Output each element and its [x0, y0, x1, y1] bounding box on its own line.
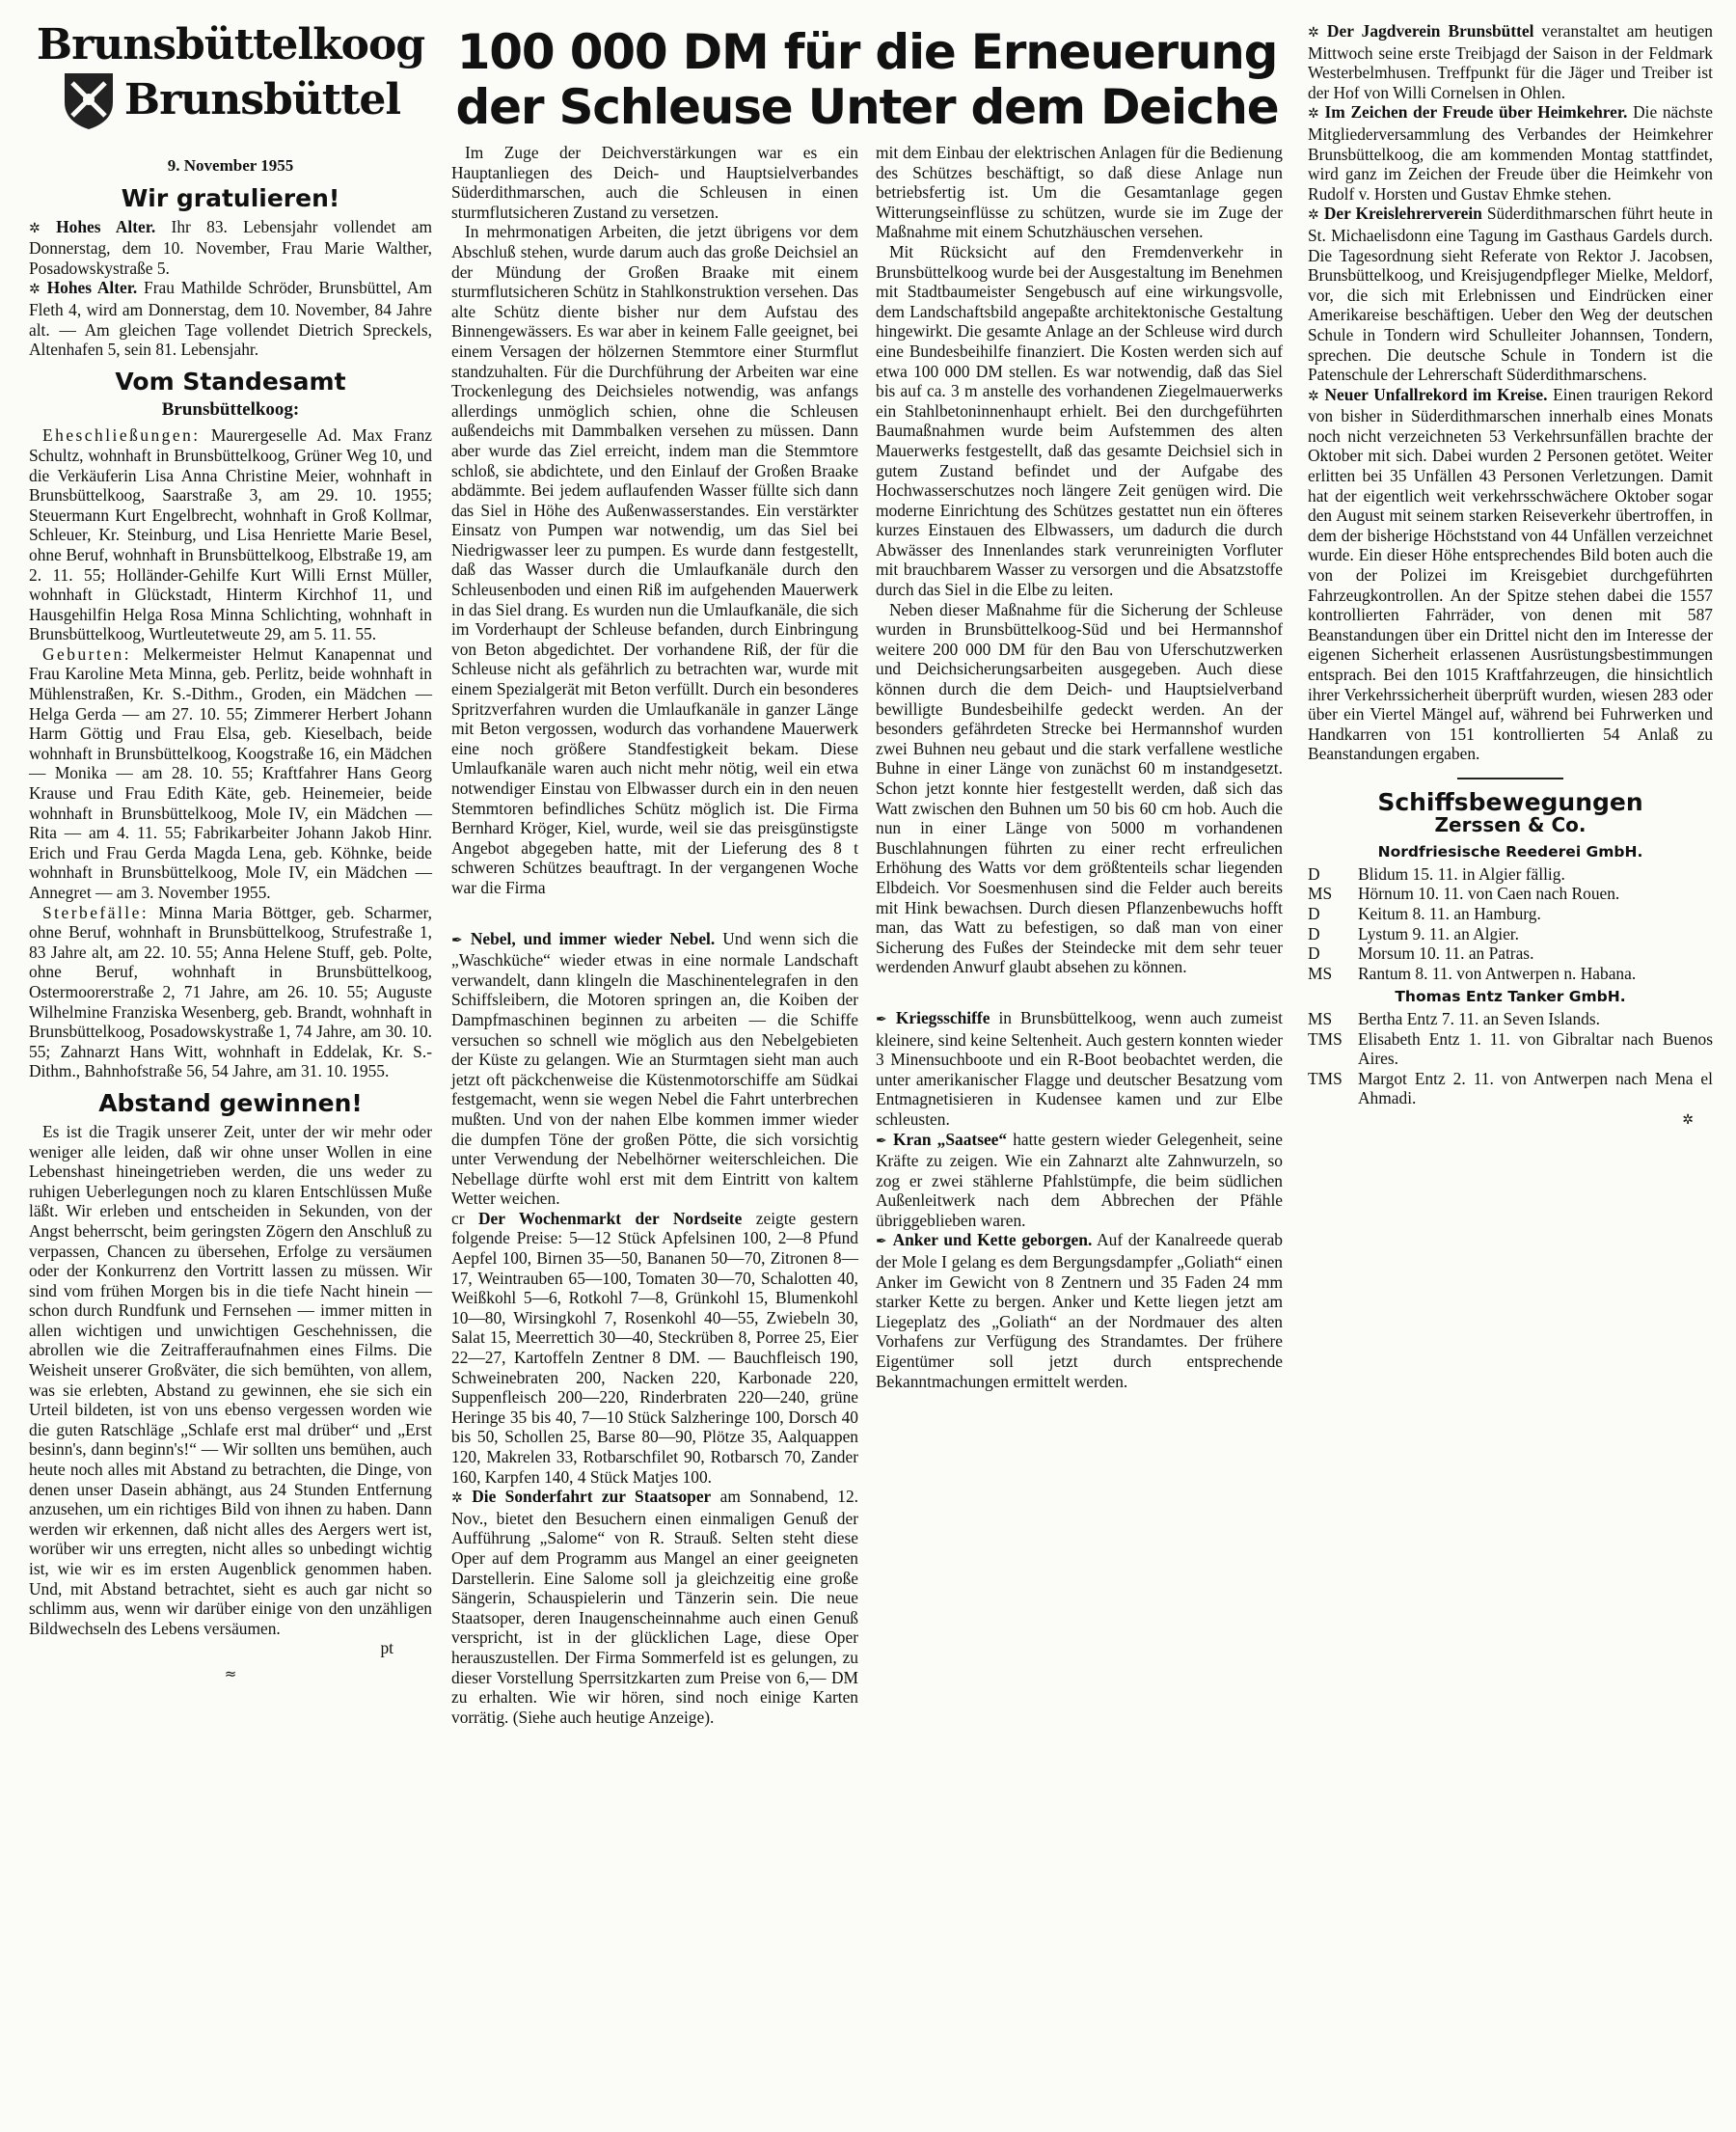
end-mark-icon: ≈: [224, 1664, 237, 1682]
ship-row: D Morsum 10. 11. an Patras.: [1308, 943, 1534, 964]
section-title-abstand: Abstand gewinnen!: [98, 1088, 363, 1117]
star-icon: ✲: [1308, 106, 1325, 123]
section-subtitle-standesamt: Brunsbüttelkoog:: [161, 398, 300, 420]
paragraph-eheschliessungen: Eheschließungen: Maurergeselle Ad. Max Franz Schultz, wohnhaft in Brunsbüttelkoog, Grüner Weg 10, und die Verkäuferin Lisa Anna Christine Meier, wohnhaft in Brunsbüttelkoog, Saarstraße 3, am 29. 10. 1955; Steuermann Kurt Engelbrecht, wohnhaft in Groß Kollmar, Schleuer, Kr. Steinburg, und Lisa Henriette Marie Besel, ohne Beruf, wohnhaft in Brunsbüttelkoog, Elbstraße 19, am 2. 11. 55; Holländer-Gehilfe Kurt Willi Ernst Müller, wohnhaft in Glückstadt, Hinterm Kirchhof 11, und Hausgehilfin Helga Rosa Minna Schlichting, wohnhaft in Brunsbüttelkoog, Wurtleutetweute 29, am 5. 11. 55.: [29, 425, 432, 644]
author-signature: pt: [380, 1638, 393, 1658]
ship-row: TMS Elisabeth Entz 1. 11. von Gibraltar nach Buenos Aires.: [1308, 1028, 1713, 1069]
ship-list-2: [1308, 1009, 1713, 1108]
masthead-line2: Brunsbüttel: [123, 75, 401, 124]
section-title-standesamt: Vom Standesamt: [115, 367, 346, 396]
issue-date: 9. November 1955: [167, 156, 294, 175]
paragraph-staatsoper: ✲ Die Sonderfahrt zur Staatsoper am Sonnabend, 12. Nov., bietet den Besuchern einen einmaligen Genuß der Aufführung „Salome“ von R. Strauß. Selten steht diese Oper auf dem Programm aus Mangel an einer geeigneten Darstellerin. Eine Salome soll ja gleichzeitig eine große Sängerin, Schauspielerin und Tänzerin sein. Die neue Staatsoper, deren Inaugenscheinnahme auch einen Genuß verspricht, ist in der glücklichen Lage, diese Oper herauszustellen. Der Firma Sommerfeld ist es gelungen, zu dieser Vorstellung Sperrsitzkarten zum Preise von 6,— DM zu erhalten. Wie wir hören, sind noch einige Karten vorrätig. (Siehe auch heutige Anzeige).: [451, 1487, 858, 1727]
paragraph-geburten: Geburten: Melkermeister Helmut Kanapennat und Frau Karoline Meta Minna, geb. Perlitz, beide wohnhaft in Mühlenstraßen, Kr. S.-Dithm., Groden, ein Mädchen — Helga Gerda — am 27. 10. 55; Zimmerer Herbert Johann Harm Göttig und Frau Elsa, geb. Kieselbach, beide wohnhaft in Brunsbüttelkoog, Koogstraße 16, ein Mädchen — Monika — am 28. 10. 55; Kraftfahrer Hans Georg Krause und Frau Edith Käte, geb. Heinemeier, beide wohnhaft in Brunsbüttelkoog, Mole IV, ein Mädchen — Rita — am 4. 11. 55; Fabrikarbeiter Johann Jakob Hinr. Erich und Frau Gerda Magda Lena, geb. Köhnke, beide wohnhaft in Brunsbüttelkoog, Mole IV, ein Mädchen — Annegret — am 3. November 1955.: [29, 643, 432, 902]
divider-rule: [1457, 778, 1563, 779]
paragraph-hohes-alter-2: ✲ Hohes Alter. Frau Mathilde Schröder, Brunsbüttel, Am Fleth 4, wird am Donnerstag, dem 10. November, 84 Jahre alt. — Am gleichen Tage vollendet Dietrich Spreckels, Altenhafen 5, sein 81. Lebensjahr.: [29, 278, 432, 360]
article-paragraph-2: In mehrmonatigen Arbeiten, die jetzt übrigens vor dem Abschluß stehen, wurde darum auch das große Deichsiel an der Mündung der Großen Braake mit einem sturmflutsicheren Schütz in Stahlkonstruktion versehen. Das alte Schütz diente bisher nur dem Aufstau des Binnengewässers. Es war aber in keinem Falle geeignet, bei einem Versagen der hölzernen Stemmtore einer Sturmflut standzuhalten. Für die Durchführung der Arbeiten war eine Trockenlegung des Deichsieles notwendig, was anfangs allerdings unmöglich schien, ohne die Schleusen außendeichs mit Dammbalken versehen zu müssen. Dann aber wurde das Ziel erreicht, indem man die Stemmtore schloß, sie abdichtete, und den Einlauf der Großen Braake abdämmte. Bei jedem auflaufenden Wasser füllte sich dann das Siel in Höhe des Außenwasserstandes. Ein verstärkter Einsatz von Pumpen war notwendig, um das Siel bei Niedrigwasser leer zu pumpen. Es wurde dann festgestellt, daß das Wasser durch die Umlaufkanäle durch den Schleusenboden und einen Riß im aufgehenden Mauerwerk in das Siel drang. Es wurden nun die Umlaufkanäle, die sich im Vorderhaupt der Schleuse befanden, durch Einbringung von Beton abgedichtet. Der vorhandene Riß, der für die Schleuse nicht als gefährlich zu betrachten war, wurde mit einem Spezialgerät mit Beton verfüllt. Durch ein besonderes Spritzverfahren wurden die Umlaufkanäle in ganzer Länge mit Beton vergossen, wodurch das vorhandene Mauerwerk eine noch größere Standfestigkeit bekam. Diese Umlaufkanäle waren auch nicht mehr nötig, weil ein etwa notwendiger Einstau von Elbwasser durch ein in den neuen Stemmtoren befindliches Schütz möglich ist. Die Firma Bernhard Kröger, Kiel, wurde, weil sie das preisgünstigste Angebot abgegeben hatte, mit der Lieferung des 8 t schweren Schützes beauftragt. In der vergangenen Woche war die Firma: [451, 222, 858, 897]
ship-row: D Keitum 8. 11. an Hamburg.: [1308, 903, 1541, 923]
ship-row: MS Hörnum 10. 11. von Caen nach Rouen.: [1308, 884, 1620, 904]
ship-list-1: [1308, 864, 1713, 984]
paragraph-anker: ✒ Anker und Kette geborgen. Auf der Kanalreede querab der Mole I gelang es dem Bergungsdampfer „Goliath“ einen Anker im Gewicht von 8 Zentnern und 35 Faden 24 mm starker Kette zu bergen. Anker und Kette liegen jetzt am Liegeplatz des „Goliath“ an der Nordmauer des alten Vorhafens zur Verfügung des Strandamtes. Der frühere Eigentümer soll jetzt durch entsprechende Bekanntmachungen ermittelt werden.: [876, 1230, 1284, 1391]
article-paragraph-1: Im Zuge der Deichverstärkungen war es ein Hauptanliegen des Deich- und Hauptsielverbandes Süderdithmarschen, auch die Schleusen in einen sturmflutsicheren Zustand zu versetzen.: [451, 143, 858, 222]
paragraph-kreislehrerverein: ✲ Der Kreislehrerverein Süderdithmarschen führt heute in St. Michaelisdonn eine Tagung im Gasthaus Gardels durch. Die Tagesordnung sieht Referate von Rektor J. Jacobsen, Brunsbüttelkoog, und Kreisjugendpfleger Mielke, Meldorf, vor, die sich mit Erlebnissen und Eindrücken einer Amerikareise beschäftigen. Ueber den Weg der deutschen Schule in Tondern wird Schulleiter Johannsen, Tondern, sprechen. Die deutsche Schule in Tondern ist die Patenschule der Lehrerschaft Süderdithmarschens.: [1308, 204, 1713, 385]
paragraph-wochenmarkt: cr Der Wochenmarkt der Nordseite zeigte gestern folgende Preise: 5—12 Stück Apfelsinen 100, 2—8 Pfund Aepfel 100, Birnen 35—50, Bananen 50—70, Zitronen 8—17, Weintrauben 65—100, Tomaten 30—70, Schalotten 40, Weißkohl 5—6, Rotkohl 7—8, Grünkohl 15, Blumenkohl 10—80, Wirsingkohl 7, Rosenkohl 40—55, Zwiebeln 30, Salat 15, Meerrettich 30—40, Steckrüben 8, Porree 25, Eier 22—27, Kartoffeln Zentner 8 DM. — Bauchfleisch 190, Schweinebraten 200, Nacken 220, Karbonade 220, Suppenfleisch 200—220, Rinderbraten 220—240, grüne Heringe 35 bis 40, 7—10 Stück Salzheringe 100, Dorsch 40 bis 50, Schollen 25, Barse 80—90, Plötze 35, Aalquappen 120, Makrelen 33, Rotbarschfilet 90, Rotbarsch 70, Zander 160, Karpfen 140, 4 Stück Matjes 100.: [451, 1208, 858, 1487]
paragraph-nebel: ✒ Nebel, und immer wieder Nebel. Und wenn sich die „Waschküche“ wieder etwas in eine normale Landschaft verwandelt, dann klingeln die Maschinentelegrafen in den Schiffsleibern, die Motoren springen an, die Koiben der Dampfmaschinen beginnen zu arbeiten — die Schiffe versuchen so schnell wie möglich aus den Nebelgebieten der Küste zu gelangen. Wie an Sturmtagen sieht man auch jetzt oft päckchenweise die Küstenmotorschiffe am Südkai festgemacht, wenn sie wegen Nebel die Fahrt unterbrechen mußten. Und von der nahen Elbe kommen immer wieder die dumpfen Töne der großen Pötte, die sich vorsichtig unter Verwendung der Nebelhörner weiterschleichen. Die Nebellage dürfte wohl erst mit dem Eintritt von kaltem Wetter weichen.: [451, 928, 859, 1209]
headline-line2: der Schleuse Unter dem Deiche: [455, 79, 1279, 135]
shipping-company-1: Nordfriesische Reederei GmbH.: [1377, 843, 1643, 861]
main-headline: [451, 25, 1283, 135]
coat-of-arms-icon: [61, 69, 117, 131]
paragraph-heimkehrer: ✲ Im Zeichen der Freude über Heimkehrer. Die nächste Mitgliederversammlung des Verbandes der Heimkehrer Brunsbüttelkoog, die am kommenden Montag stattfindet, wird ganz im Zeichen der Freude über die Heimkehr von Rudolf v. Horsten und Gustav Ehmke stehen.: [1308, 102, 1713, 204]
shipping-agent: Zerssen & Co.: [1434, 812, 1587, 836]
ship-row: D Blidum 15. 11. in Algier fällig.: [1308, 863, 1565, 884]
paragraph-kran: ✒ Kran „Saatsee“ hatte gestern wieder Gelegenheit, seine Kräfte zu zeigen. Wie ein Zahnarzt alte Zahnwurzeln, so zog er zwei stählerne Pfahlstümpfe, die beim südlichen Außenleitwerk nach dem Abbrechen der Pfähle übriggeblieben waren.: [876, 1129, 1283, 1230]
masthead-line1: Brunsbüttelkoog: [36, 20, 425, 69]
paragraph-sterbefaelle: Sterbefälle: Minna Maria Böttger, geb. Scharmer, ohne Beruf, wohnhaft in Brunsbüttelkoog, Strufestraße 1, 83 Jahre alt, am 22. 10. 55; Anna Helene Stuff, geb. Polte, ohne Beruf, wohnhaft in Brunsbüttelkoog, Ostermoorerstraße 2, 71 Jahre, am 26. 10. 55; Auguste Wilhelmine Franziska Wesenberg, geb. Brandt, wohnhaft in Brunsbüttelkoog, Posadowskystraße 1, 74 Jahre, am 30. 10. 55; Zahnarzt Hans Witt, wohnhaft in Eddelak, Kr. S.-Dithm., Bahnhofstraße 56, 54 Jahre, am 31. 10. 1955.: [29, 902, 432, 1081]
article-paragraph-3: mit dem Einbau der elektrischen Anlagen für die Bedienung des Schützes beschäftigt, so daß diese Anlage nun betriebsfertig ist. Um die Gesamtanlage gegen Witterungseinflüsse zu schützen, wurde sie im Zuge der Maßnahme mit einem Schutzhäuschen versehen.: [876, 143, 1283, 242]
masthead: [29, 21, 432, 177]
shipping-company-2: Thomas Entz Tanker GmbH.: [1395, 988, 1626, 1006]
article-paragraph-4: Mit Rücksicht auf den Fremdenverkehr in Brunsbüttelkoog wurde bei der Ausgestaltung im Benehmen mit Stadtbaumeister Sengebusch auf eine wirkungsvolle, dem Landschaftsbild angepaßte architektonische Gestaltung hingewirkt. Die gesamte Anlage an der Schleuse wird durch eine Bundesbeihilfe finanziert. Die Kosten werden sich auf etwa 100 000 DM stellen. Es war notwendig, daß das Siel bis auf ca. 3 m anstelle des vorhandenen Ziegelmauerwerks ein Stahlbetoninnenhaupt erhielt. Bei den durchgeführten Baumaßnahmen wurde beim Aufstemmen des alten Mauerwerks festgestellt, daß das gesamte Deichsiel sich in gutem Zustand befindet und der Aufgabe des Hochwasserschutzes noch längere Zeit genügen wird. Die moderne Einrichtung des Schützes gestattet nun ein öfteres kurzes Einstauen des Elbwassers, um dadurch die durch Abwässer des Innenlandes stark verunreinigten Vorfluter mit brauchbarem Wasser zu versorgen und die Absatzstoffe durch das Siel in die Elbe zu leiten.: [876, 241, 1283, 600]
star-icon: ✲: [1682, 1111, 1694, 1128]
column-1: [29, 21, 432, 1684]
paragraph-kriegsschiffe: ✒ Kriegsschiffe in Brunsbüttelkoog, wenn auch zumeist kleinere, sind keine Seltenheit. Auch gestern konnten wieder 3 Minensuchboote und ein R-Boot beobachtet werden, die unter amerikanischer Flagge und deutscher Besatzung vom Entmagnetisieren in Kudensee kamen und zur Elbe schleusten.: [876, 1007, 1283, 1129]
star-icon: ✲: [1308, 207, 1324, 224]
paragraph-jagdverein: ✲ Der Jagdverein Brunsbüttel veranstaltet am heutigen Mittwoch seine erste Treibjagd der Saison in der Feldmark Westerbelmhusen. Treffpunkt für die Jäger und Treiber ist der Hof von Willi Cornelsen in Ohlen.: [1308, 21, 1713, 102]
column-3: [876, 143, 1283, 1391]
ship-row: MS Rantum 8. 11. von Antwerpen n. Habana.: [1308, 963, 1637, 983]
quill-icon: ✒: [876, 1234, 893, 1250]
masthead-row: [29, 69, 432, 131]
section-title-gratulieren: Wir gratulieren!: [121, 183, 340, 212]
paragraph-unfallrekord: ✲ Neuer Unfallrekord im Kreise. Einen traurigen Rekord von bisher in Süderdithmarschen innerhalb eines Monats noch nicht verzeichneten 53 Verkehrsunfällen brachte der Oktober mit sich. Dabei wurden 2 Personen getötet. Weiter erlitten bei 35 Unfällen 43 Personen Verletzungen. Damit hat der eigentlich weit verkehrsschwächere Oktober sogar den August mit seinem starken Reiseverkehr übertroffen, in dem der bisherige Höchststand von 44 Unfällen verzeichnet wurde. Ein dieser Höhe entsprechendes Bild boten auch die von der Polizei im Kreisgebiet durchgeführten Fahrzeugkontrollen. An der Spitze stehen dabei die 1557 kontrollierten Fahrräder, von denen mit 587 Beanstandungen über ein Drittel nicht den im Interesse der eigenen Sicherheit erlassenen Ausrüstungsbestimmungen entsprach. Bei den 1015 Kraftfahrzeugen, die hinsichtlich ihrer Verkehrssicherheit überprüft wurden, wiesen 283 oder über ein Viertel Mängel auf, während bei Fuhrwerken und Handkarren von 151 kontrollierten 54 Anlaß zu Beanstandungen ergaben.: [1308, 384, 1713, 764]
paragraph-abstand: Es ist die Tragik unserer Zeit, unter der wir mehr oder weniger alle leiden, daß wir ohne unser Wollen in eine Lebenshast hineingetrieben werden, die uns weder zu ruhigen Ueberlegungen noch zu klaren Entschlüssen Muße läßt. Wir erleben und entscheiden in Sekunden, von der Angst beherrscht, beim geringsten Zögern den Anschluß zu verpassen, Chancen zu übersehen, Erfolge zu versäumen oder der Konkurrenz den Vortritt lassen zu müssen. Wir sind vom frühen Morgen bis in die tiefe Nacht hinein — schon durch Rundfunk und Fernsehen — immer mitten in allen wichtigen und unwichtigen Geschehnissen, die abrollen wie die Zeitrafferaufnahmen eines Films. Die Weisheit unserer Großväter, die sich bemühten, von allem, was sie erlebten, Abstand zu gewinnen, ehe sie sich ein Urteil bildeten, ist von uns ebenso vergessen worden wie die guten Ratschläge „Schlafe erst mal drüber“ und „Erst besinn's, dann beginn's!“ — Wir sollten uns bemühen, auch heute noch alles mit Abstand zu betrachten, die Dinge, von denen unser Dasein abhängt, aus 24 Stunden Entfernung anzusehen, um ein richtiges Bild von ihnen zu haben. Dann werden wir erkennen, daß nicht alles des Aergers wert ist, worüber wir uns erregten, nicht alles so unbedingt wichtig ist, wie wir es im ersten Augenblick genommen haben. Und, mit Abstand betrachtet, sieht es auch gar nicht so schlimm aus, wenn wir darüber einige von den unzähligen Bildwechseln des Lebens versäumen.: [29, 1121, 432, 1638]
column-2: [451, 143, 858, 1727]
star-icon: ✲: [1308, 25, 1327, 41]
article-paragraph-5: Neben dieser Maßnahme für die Sicherung der Schleuse wurden in Brunsbüttelkoog-Süd und bei Hermannshof weitere 200 000 DM für den Bau von Uferschutzwerken und Deichsicherungsarbeiten ausgegeben. Auch diese können durch die dem Deich- und Hauptsielverband bewilligte Bundesbeihilfe gedeckt werden. An der besonders gefährdeten Strecke bei Hermannshof wurden zwei Buhnen neu gebaut und die stark verfallene westliche Buhne in einer Länge von zunächst 60 m instandgesetzt. Schon jetzt konnte hier festgestellt werden, daß sich das Watt zwischen den Buhnen um 50 bis 60 cm hob. Auch die nun in einer Länge von 5000 m vorhandenen Buschlahnungen führten zu einer recht erfreulichen Erhöhung des Watts vor dem größtenteils schar liegenden Elbdeich. Vor Soesmenhusen sind die Felder auch bereits mit Hink bewachsen. Durch diesen Pflanzenbewuchs hofft man, das Watt zu befestigen, so daß man von einer Sicherung des Fußes der Steindecke mit dem sehr teuer werdenden Anwurf glaubt absehen zu können.: [876, 599, 1283, 977]
quill-icon: ✒: [451, 932, 471, 948]
column-4: [1308, 21, 1713, 1130]
paragraph-hohes-alter-1: ✲ Hohes Alter. Ihr 83. Lebensjahr vollendet am Donnerstag, dem 10. November, Frau Marie Walther, Posadowskystraße 5.: [29, 216, 432, 278]
quill-icon: ✒: [876, 1133, 893, 1149]
ship-row: MS Bertha Entz 7. 11. an Seven Islands.: [1308, 1008, 1600, 1028]
ship-row: TMS Margot Entz 2. 11. von Antwerpen nach Mena el Ahmadi.: [1308, 1068, 1713, 1108]
ship-row: D Lystum 9. 11. an Algier.: [1308, 923, 1519, 943]
star-icon: ✲: [29, 220, 57, 236]
star-icon: ✲: [451, 1490, 473, 1507]
section-title-schiffsbewegungen: Schiffsbewegungen: [1377, 787, 1643, 816]
star-icon: ✲: [1308, 388, 1325, 404]
star-icon: ✲: [29, 282, 47, 298]
quill-icon: ✒: [876, 1011, 896, 1027]
headline-line1: 100 000 DM für die Erneuerung: [456, 24, 1278, 80]
